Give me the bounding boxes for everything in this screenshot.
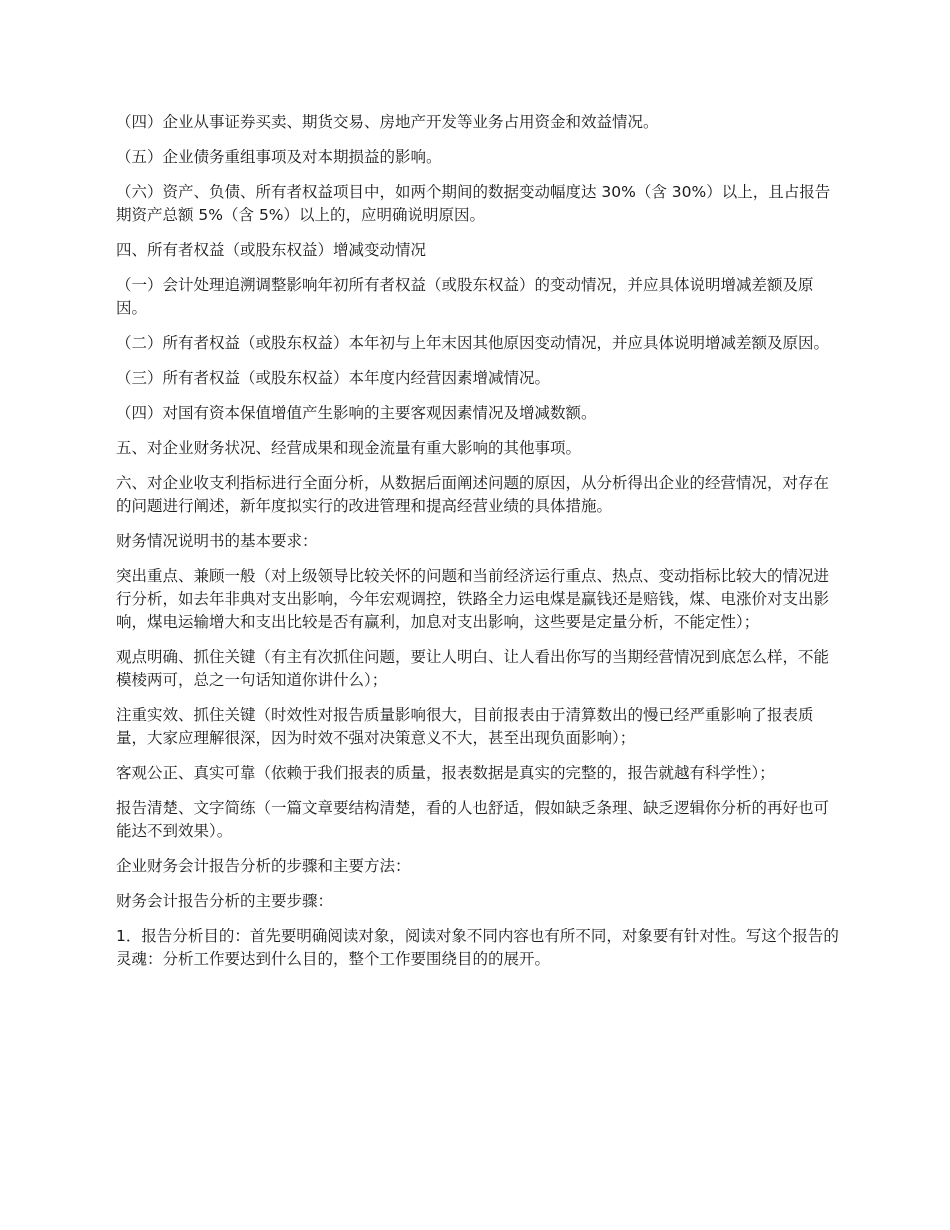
heading-main-steps: 财务会计报告分析的主要步骤： (116, 892, 334, 910)
heading-basic-requirements: 财务情况说明书的基本要求： (116, 532, 318, 550)
requirement-clear-viewpoint: 观点明确、抓住关键（有主有次抓住问题，要让人明白、让人看出你写的当期经营情况到底怎么样，不能模棱两可，总之一句话知道你讲什么）； (116, 648, 830, 689)
section-heading-6-comprehensive-analysis: 六、对企业收支利指标进行全面分析，从数据后面阐述问题的原因，从分析得出企业的经营情况，对存在的问题进行阐述，新年度拟实行的改进管理和提高经营业绩的具体措施。 (116, 474, 830, 515)
requirement-highlight-focus: 突出重点、兼顾一般（对上级领导比较关怀的问题和当前经济运行重点、热点、变动指标比较大的情况进行分析，如去年非典对支出影响，今年宏观调控，铁路全力运电煤是赢钱还是赔钱，煤、电涨价对支出影响，煤电运输增大和支出比较是否有赢利，加息对支出影响，这些要是定量分析，不能定性）； (116, 567, 830, 631)
requirement-timeliness: 注重实效、抓住关键（时效性对报告质量影响很大，目前报表由于清算数出的慢已经严重影响了报表质量，大家应理解很深，因为时效不强对决策意义不大，甚至出现负面影响）； (116, 706, 814, 747)
requirement-objectivity: 客观公正、真实可靠（依赖于我们报表的质量，报表数据是真实的完整的，报告就越有科学性）； (116, 764, 775, 782)
paragraph-equity-item-1: （一）会计处理追溯调整影响年初所有者权益（或股东权益）的变动情况，并应具体说明增减差额及原因。 (116, 276, 814, 317)
paragraph-equity-item-3: （三）所有者权益（或股东权益）本年度内经营因素增减情况。 (116, 369, 551, 387)
step-1-analysis-purpose: 1．报告分析目的：首先要明确阅读对象，阅读对象不同内容也有所不同，对象要有针对性。写这个报告的灵魂：分析工作要达到什么目的，整个工作要围绕目的的展开。 (116, 927, 839, 968)
paragraph-item-4-securities: （四）企业从事证券买卖、期货交易、房地产开发等业务占用资金和效益情况。 (116, 113, 659, 131)
requirement-concise-writing: 报告清楚、文字简练（一篇文章要结构清楚，看的人也舒适，假如缺乏条理、缺乏逻辑你分析的再好也可能达不到效果）。 (116, 799, 830, 840)
paragraph-item-6-balance-changes: （六）资产、负债、所有者权益项目中，如两个期间的数据变动幅度达 30%（含 30%）以上，且占报告期资产总额 5%（含 5%）以上的，应明确说明原因。 (116, 183, 831, 224)
heading-analysis-steps-methods: 企业财务会计报告分析的步骤和主要方法： (116, 857, 411, 875)
document-body (116, 111, 840, 983)
paragraph-equity-item-4: （四）对国有资本保值增值产生影响的主要客观因素情况及增减数额。 (116, 404, 597, 422)
paragraph-item-5-debt-restructuring: （五）企业债务重组事项及对本期损益的影响。 (116, 148, 442, 166)
section-heading-5-other-matters: 五、对企业财务状况、经营成果和现金流量有重大影响的其他事项。 (116, 439, 582, 457)
section-heading-4-equity-changes: 四、所有者权益（或股东权益）增减变动情况 (116, 241, 427, 259)
paragraph-equity-item-2: （二）所有者权益（或股东权益）本年初与上年末因其他原因变动情况，并应具体说明增减差额及原因。 (116, 334, 830, 352)
